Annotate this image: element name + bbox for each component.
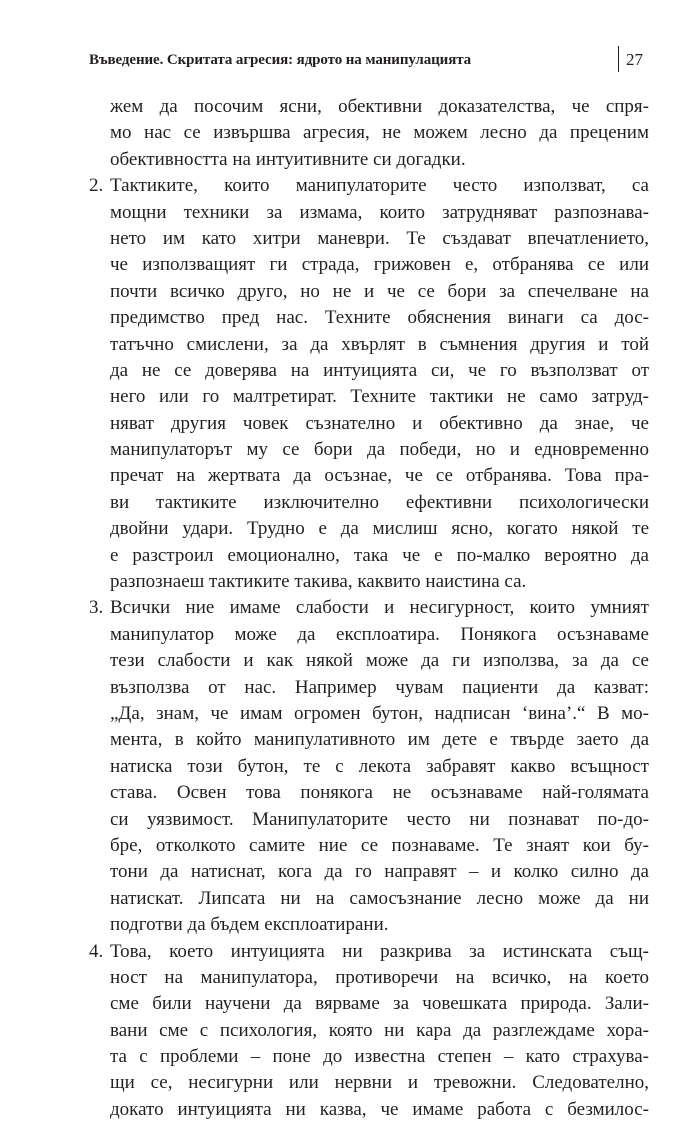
- text-line: татъчно смислени, за да хвърлят в съмнения другия и той: [110, 333, 649, 355]
- text-line: манипулатор може да експлоатира. Понякога осъзнаваме: [110, 623, 649, 645]
- text-line: ност на манипулатора, противоречи на всичко, на което: [110, 966, 649, 988]
- text-line: жем да посочим ясни, обективни доказателства, че спря-: [110, 96, 649, 117]
- text-line: та с проблеми – поне до известна степен – като страхува-: [110, 1046, 649, 1068]
- text-line: тези слабости и как някой може да ги използва, за да се: [110, 650, 649, 672]
- text-line: пречат на жертвата да осъзнае, че се отбранява. Това пра-: [110, 465, 649, 487]
- text-line: мо нас се извършва агресия, не можем лесно да преценим: [110, 122, 649, 144]
- text-line: щи се, несигурни или нервни и тревожни. Следователно,: [110, 1072, 649, 1094]
- text-line: става. Освен това понякога не осъзнаваме най-голямата: [110, 782, 649, 804]
- text-line: натиска този бутон, те с лекота забравят какво всъщност: [110, 755, 649, 777]
- list-item-number: 2.: [89, 175, 104, 197]
- text-line: си уязвимост. Манипулаторите често ни познават по-до-: [110, 808, 649, 830]
- page-number: 27: [626, 50, 643, 69]
- text-line: няват другия човек съзнателно и обективно да знае, че: [110, 412, 649, 434]
- header-divider: [618, 46, 619, 72]
- text-line: него или го малтретират. Техните тактики не само затруд-: [110, 386, 649, 408]
- text-line: да не се доверява на интуицията си, че го възползват от: [110, 359, 649, 381]
- text-line: мощни техники за измама, които затрудняват разпознава-: [110, 201, 649, 223]
- text-line: Всички ние имаме слабости и несигурност, които умният: [110, 597, 649, 619]
- text-line: вани сме с психология, която ни кара да разглеждаме хора-: [110, 1019, 649, 1041]
- text-line: „Да, знам, че имам огромен бутон, надписан ‘вина’.“ В мо-: [110, 702, 649, 724]
- list-item-number: 4.: [89, 940, 104, 962]
- text-line: Тактиките, които манипулаторите често използват, са: [110, 175, 649, 197]
- text-line: натискат. Липсата ни на самосъзнание лесно може да ни: [110, 887, 649, 909]
- header-title: Въведение. Скритата агресия: ядрото на манипулацията: [89, 52, 472, 68]
- text-line: подготви да бъдем експлоатирани.: [110, 914, 389, 936]
- text-line: предимство пред нас. Техните обяснения винаги са дос-: [110, 307, 649, 329]
- text-line: че използващият ги страда, грижовен е, отбранява се или: [110, 254, 649, 276]
- text-line: Това, което интуицията ни разкрива за истинската същ-: [110, 940, 649, 962]
- text-line: бре, отколкото самите ние се познаваме. Те знаят кои бу-: [110, 834, 649, 856]
- text-line: нето им като хитри маневри. Те създават впечатлението,: [110, 227, 649, 249]
- list-item-number: 3.: [89, 597, 104, 619]
- text-line: възползва от нас. Например чувам пациенти да казват:: [110, 676, 649, 698]
- list-item-first-line: [89, 173, 649, 199]
- text-line: тони да натиснат, кога да го направят – и колко силно да: [110, 861, 649, 883]
- list-item-first-line: [89, 595, 649, 621]
- text-line: мента, в който манипулативното им дете е твърде заето да: [110, 729, 649, 751]
- text-line: почти всичко друго, но не и че се бори за спечелване на: [110, 280, 649, 302]
- text-line: разпознаеш тактиките такива, каквито наистина са.: [110, 571, 527, 593]
- text-line: манипулаторът му се бори да победи, но и едновременно: [110, 439, 649, 461]
- text-line: ви тактиките изключително ефективни психологически: [110, 491, 649, 513]
- text-line: сме били научени да вярваме за човешката природа. Зали-: [110, 993, 649, 1015]
- text-line: докато интуицията ни казва, че имаме работа с безмилос-: [110, 1098, 649, 1120]
- text-line: е разстроил емоционално, така че е по-малко вероятно да: [110, 544, 649, 566]
- text-line: двойни удари. Трудно е да мислиш ясно, когато някой те: [110, 518, 649, 540]
- list-item-first-line: [89, 939, 649, 965]
- running-header: [89, 46, 649, 74]
- body-text: [89, 94, 649, 1123]
- text-line: обективността на интуитивните си догадки.: [110, 148, 466, 170]
